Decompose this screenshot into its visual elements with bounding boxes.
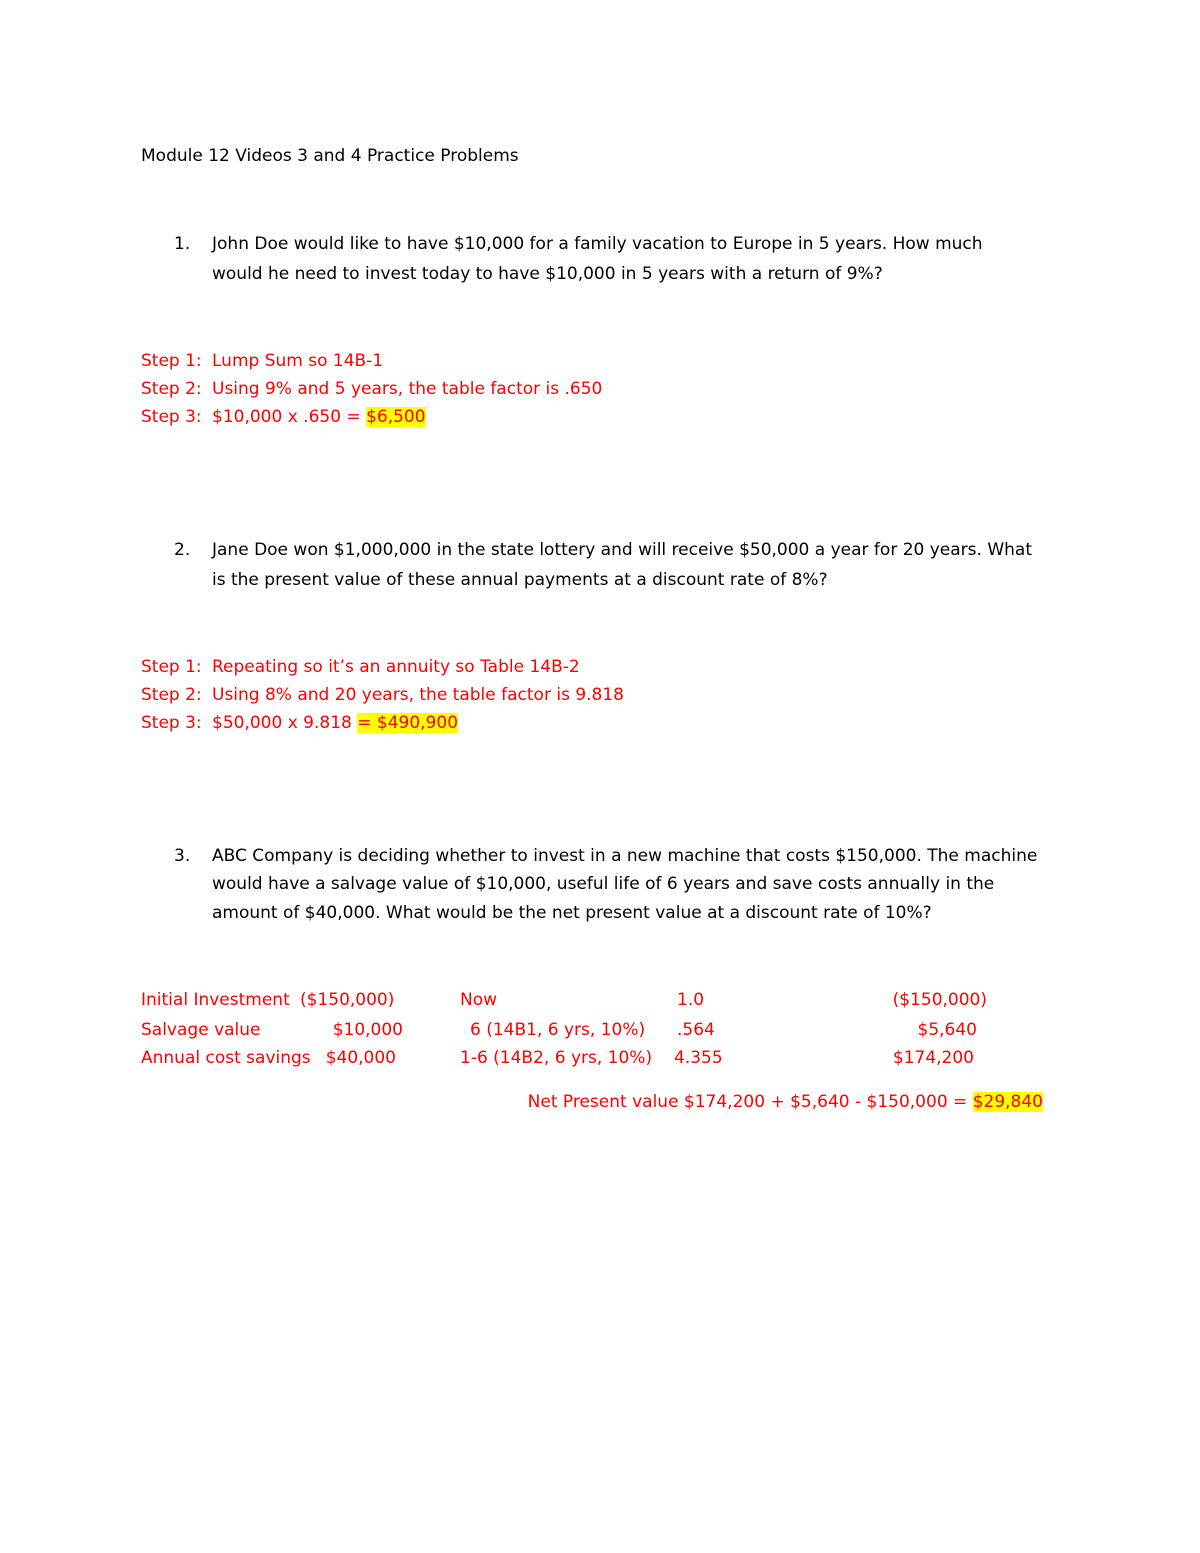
problem-2-answer-highlight: = $490,900 (357, 713, 459, 733)
problem-1-step-3-text: $10,000 x .650 = (212, 407, 367, 427)
npv-row-3-amount: $40,000 (325, 1048, 396, 1068)
problem-3-line-2: would have a salvage value of $10,000, useful life of 6 years and save costs annually in the (212, 874, 995, 894)
problem-1-step-1-label: Step 1: (141, 351, 202, 371)
npv-result-text: Net Present value $174,200 + $5,640 - $150,000 = (527, 1092, 973, 1112)
problem-2-step-2-label: Step 2: (141, 685, 202, 705)
problem-1-line-2: would he need to invest today to have $10,000 in 5 years with a return of 9%? (212, 264, 883, 284)
problem-2-line-1: Jane Doe won $1,000,000 in the state lottery and will receive $50,000 a year for 20 years. What (212, 540, 1033, 560)
problem-1-answer-highlight: $6,500 (366, 407, 426, 427)
npv-row-1-amount: ($150,000) (300, 990, 395, 1010)
npv-row-3-label: Annual cost savings (141, 1048, 311, 1068)
problem-1-step-1-text: Lump Sum so 14B-1 (212, 351, 384, 371)
problem-3-line-3: amount of $40,000. What would be the net present value at a discount rate of 10%? (212, 903, 932, 923)
problem-3-line-1: ABC Company is deciding whether to invest in a new machine that costs $150,000. The machine (212, 846, 1038, 866)
problem-1-step-2-label: Step 2: (141, 379, 202, 399)
problem-2-step-3-text: $50,000 x 9.818 (212, 713, 358, 733)
problem-1-step-2-text: Using 9% and 5 years, the table factor is .650 (212, 379, 603, 399)
problem-1-step-3-label: Step 3: (141, 407, 202, 427)
npv-row-3-pv: $174,200 (892, 1048, 974, 1068)
problem-2-step-1-text: Repeating so it’s an annuity so Table 14B-2 (212, 657, 580, 677)
problem-2-line-2: is the present value of these annual payments at a discount rate of 8%? (212, 570, 828, 590)
npv-row-2-factor: .564 (677, 1020, 715, 1040)
npv-result-line (528, 1091, 1043, 1113)
npv-row-3-period: 1-6 (14B2, 6 yrs, 10%) (460, 1048, 653, 1068)
problem-2-step-3 (212, 712, 458, 734)
npv-result-highlight: $29,840 (972, 1092, 1043, 1112)
problem-2-step-3-label: Step 3: (141, 713, 202, 733)
npv-row-1-factor: 1.0 (677, 990, 705, 1010)
npv-row-3-factor: 4.355 (674, 1048, 723, 1068)
document-title: Module 12 Videos 3 and 4 Practice Problems (141, 146, 519, 166)
npv-row-2-period: 6 (14B1, 6 yrs, 10%) (470, 1020, 646, 1040)
problem-3-number: 3. (174, 846, 191, 866)
npv-row-1-label: Initial Investment (141, 990, 290, 1010)
npv-row-2-pv: $5,640 (917, 1020, 977, 1040)
problem-1-number: 1. (174, 234, 191, 254)
npv-row-1-pv: ($150,000) (892, 990, 987, 1010)
npv-row-1-period: Now (460, 990, 498, 1010)
problem-1-step-3 (212, 406, 426, 428)
npv-row-2-amount: $10,000 (332, 1020, 403, 1040)
problem-2-number: 2. (174, 540, 191, 560)
npv-row-2-label: Salvage value (141, 1020, 261, 1040)
problem-1-line-1: John Doe would like to have $10,000 for a family vacation to Europe in 5 years. How much (212, 234, 983, 254)
problem-2-step-1-label: Step 1: (141, 657, 202, 677)
problem-2-step-2-text: Using 8% and 20 years, the table factor is 9.818 (212, 685, 625, 705)
